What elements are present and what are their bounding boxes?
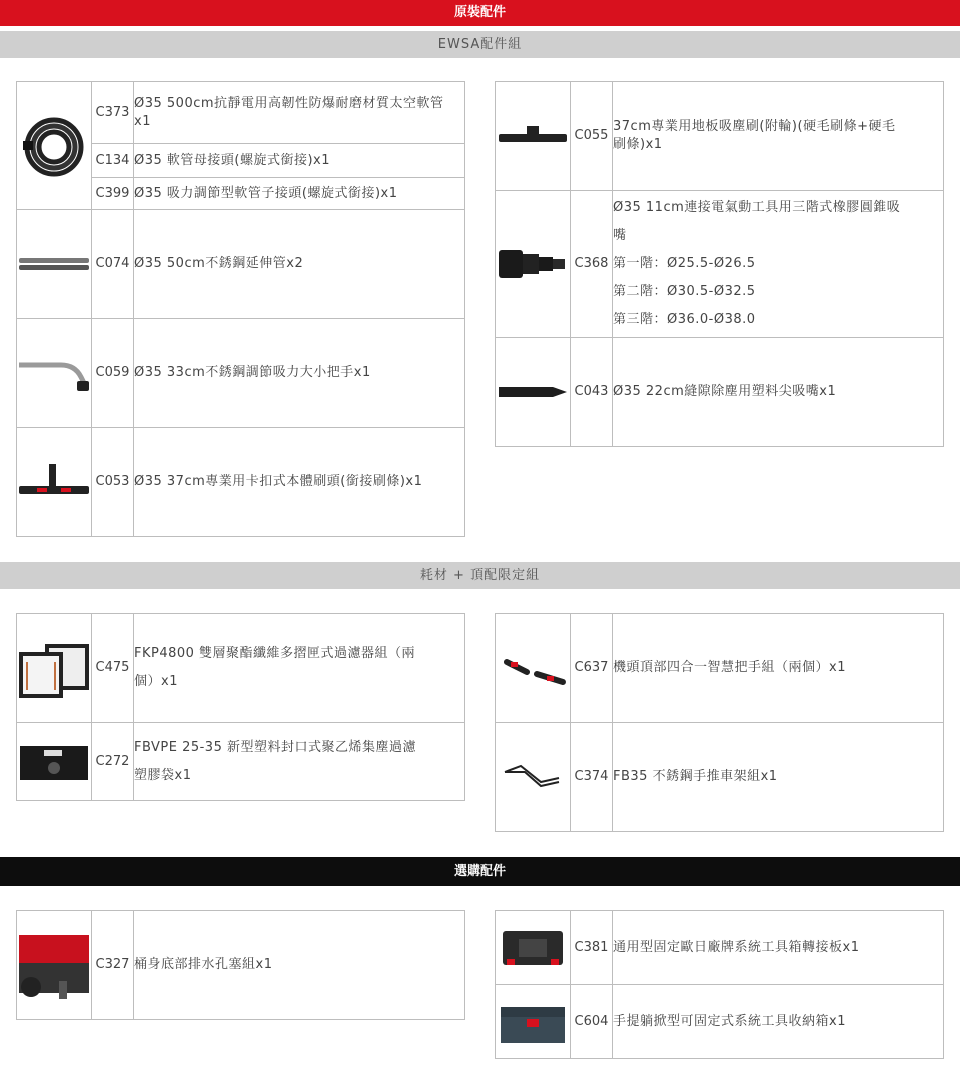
original-accessories-bar: 原裝配件	[0, 0, 960, 26]
floor-brush-icon	[17, 462, 91, 502]
extension-tube-icon	[18, 254, 90, 274]
optional-left-table	[16, 910, 465, 1020]
product-image	[17, 210, 92, 319]
product-description: FKP4800 雙層聚酯纖維多摺匣式過濾器組（兩 個）x1	[134, 614, 465, 723]
consumables-right-table	[495, 613, 944, 832]
optional-right-table	[495, 910, 944, 1059]
product-description: FBVPE 25-35 新型塑料封口式聚乙烯集塵過濾 塑膠袋x1	[134, 723, 465, 801]
product-image	[496, 191, 571, 338]
product-code: C134	[92, 144, 134, 178]
table-row	[17, 723, 465, 801]
table-row	[17, 614, 465, 723]
product-code: C637	[571, 614, 613, 723]
table-row	[17, 82, 465, 144]
product-description: Ø35 50cm不銹鋼延伸管x2	[134, 210, 465, 319]
table-row	[496, 614, 944, 723]
product-code: C381	[571, 911, 613, 985]
cone-adapter-icon	[497, 244, 569, 284]
product-image	[17, 614, 92, 723]
product-code: C053	[92, 428, 134, 537]
product-code: C604	[571, 985, 613, 1059]
product-image	[496, 723, 571, 832]
table-row	[17, 428, 465, 537]
crevice-nozzle-icon	[497, 382, 569, 402]
product-image	[496, 338, 571, 447]
table-row	[496, 911, 944, 985]
product-image	[496, 911, 571, 985]
product-description: 機頭頂部四合一智慧把手組（兩個）x1	[613, 614, 944, 723]
cartridge-filter-icon	[17, 638, 91, 698]
product-code: C399	[92, 178, 134, 210]
product-description: Ø35 軟管母接頭(螺旋式銜接)x1	[134, 144, 465, 178]
product-code: C368	[571, 191, 613, 338]
product-description: Ø35 吸力調節型軟管子接頭(螺旋式銜接)x1	[134, 178, 465, 210]
product-description: 桶身底部排水孔塞組x1	[134, 911, 465, 1020]
product-description: Ø35 500cm抗靜電用高韌性防爆耐磨材質太空軟管 x1	[134, 82, 465, 144]
product-code: C373	[92, 82, 134, 144]
product-image	[17, 82, 92, 210]
table-row	[17, 210, 465, 319]
product-code: C272	[92, 723, 134, 801]
product-description: FB35 不銹鋼手推車架組x1	[613, 723, 944, 832]
table-row	[496, 191, 944, 338]
adapter-plate-icon	[497, 923, 569, 973]
product-description: 37cm專業用地板吸塵刷(附輪)(硬毛刷條+硬毛 刷條)x1	[613, 82, 944, 191]
curved-handle-icon	[17, 353, 91, 393]
trolley-frame-icon	[497, 762, 569, 792]
table-row	[496, 723, 944, 832]
table-row	[17, 911, 465, 1020]
product-description: Ø35 37cm專業用卡扣式本體刷頭(銜接刷條)x1	[134, 428, 465, 537]
product-image	[496, 82, 571, 191]
optional-accessories-bar: 選購配件	[0, 857, 960, 886]
product-description: Ø35 11cm連接電氣動工具用三階式橡膠圓錐吸 嘴 第一階：Ø25.5-Ø26.5 第二階：Ø30.5-Ø32.5 第三階：Ø36.0-Ø38.0	[613, 191, 944, 338]
smart-handle-icon	[497, 648, 569, 688]
product-code: C475	[92, 614, 134, 723]
product-code: C074	[92, 210, 134, 319]
table-row	[496, 82, 944, 191]
consumables-bar: 耗材 + 頂配限定組	[0, 562, 960, 589]
product-code: C043	[571, 338, 613, 447]
ewsa-kit-bar: EWSA配件組	[0, 31, 960, 58]
ewsa-left-table	[16, 81, 465, 537]
product-code: C055	[571, 82, 613, 191]
table-row	[17, 319, 465, 428]
product-description: 通用型固定歐日廠牌系統工具箱轉接板x1	[613, 911, 944, 985]
product-description: 手提躺掀型可固定式系統工具收納箱x1	[613, 985, 944, 1059]
product-image	[17, 319, 92, 428]
product-image	[17, 911, 92, 1020]
table-row	[496, 985, 944, 1059]
product-image	[17, 428, 92, 537]
ewsa-right-table	[495, 81, 944, 447]
table-row	[496, 338, 944, 447]
product-image	[496, 985, 571, 1059]
consumables-left-table	[16, 613, 465, 801]
product-image	[496, 614, 571, 723]
product-description: Ø35 22cm縫隙除塵用塑料尖吸嘴x1	[613, 338, 944, 447]
product-code: C374	[571, 723, 613, 832]
dust-bag-icon	[18, 740, 90, 784]
product-code: C059	[92, 319, 134, 428]
product-image	[17, 723, 92, 801]
product-code: C327	[92, 911, 134, 1020]
drain-plug-icon	[17, 925, 91, 1005]
systainer-box-icon	[497, 997, 569, 1047]
coiled-hose-icon	[19, 111, 89, 181]
product-description: Ø35 33cm不銹鋼調節吸力大小把手x1	[134, 319, 465, 428]
floor-nozzle-icon	[497, 124, 569, 148]
